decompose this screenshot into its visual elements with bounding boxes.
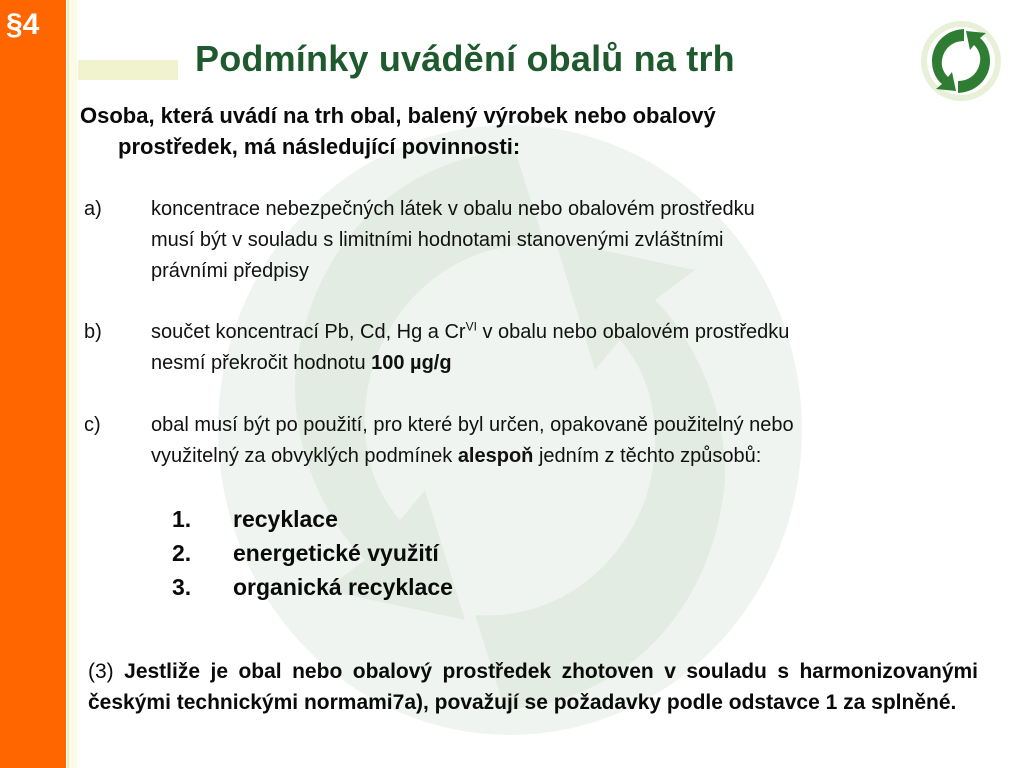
list-item-c — [84, 410, 984, 472]
list-item-a — [84, 194, 984, 287]
list-item-text — [151, 317, 984, 379]
list-marker: b) — [84, 321, 102, 343]
item-b-line-1-rest: v obalu nebo obalovém prostředku — [476, 321, 790, 343]
item-a-line-1: koncentrace nebezpečných látek v obalu nebo obalovém prostředku — [151, 198, 755, 220]
numbered-list — [172, 502, 672, 604]
list-number: 1. — [172, 506, 192, 532]
limit-value: 100 µg/g — [371, 352, 452, 374]
item-b-line-2: nesmí překročit hodnotu — [151, 352, 372, 374]
intro-paragraph — [80, 100, 978, 162]
section-mark: §4 — [6, 8, 40, 41]
chromium-superscript: VI — [465, 319, 477, 334]
decorative-bar — [78, 60, 178, 80]
list-item-text — [151, 410, 984, 472]
list-label: energetické využití — [233, 540, 439, 566]
numbered-list-item — [172, 536, 672, 570]
item-b-line-1: součet koncentrací Pb, Cd, Hg a Cr — [151, 321, 466, 343]
orange-sidebar — [0, 0, 66, 768]
list-number: 2. — [172, 540, 192, 566]
list-label: recyklace — [233, 506, 338, 532]
page-title: Podmínky uvádění obalů na trh — [195, 38, 735, 79]
sidebar-divider — [67, 0, 77, 768]
intro-line-1: Osoba, která uvádí na trh obal, balený výrobek nebo obalový — [80, 103, 716, 128]
list-number: 3. — [172, 574, 192, 600]
item-c-line-2-rest: jedním z těchto způsobů: — [533, 445, 762, 467]
green-dot-logo-icon — [920, 20, 1002, 102]
list-marker: c) — [84, 414, 101, 436]
intro-line-2: prostředek, má následující povinnosti: — [118, 134, 521, 159]
footer-prefix: (3) — [88, 660, 125, 683]
numbered-list-item — [172, 502, 672, 536]
emphasis-alespon: alespoň — [457, 445, 534, 467]
item-a-line-2: musí být v souladu s limitními hodnotami stanovenými zvláštními — [151, 229, 724, 251]
footer-paragraph — [88, 656, 978, 718]
footer-text: Jestliže je obal nebo obalový prostředek zhotoven v souladu s harmonizovanými českými technickými normami7a), považují se požadavky podle odstavce 1 za splněné. — [88, 660, 979, 714]
item-c-line-2: využitelný za obvyklých podmínek — [151, 445, 458, 467]
list-label: organická recyklace — [233, 574, 453, 600]
numbered-list-item — [172, 570, 672, 604]
item-a-line-3: právními předpisy — [151, 260, 309, 282]
item-c-line-1: obal musí být po použití, pro které byl určen, opakovaně použitelný nebo — [151, 414, 794, 436]
list-item-text — [151, 194, 984, 287]
list-item-b — [84, 317, 984, 379]
list-marker: a) — [84, 198, 102, 220]
